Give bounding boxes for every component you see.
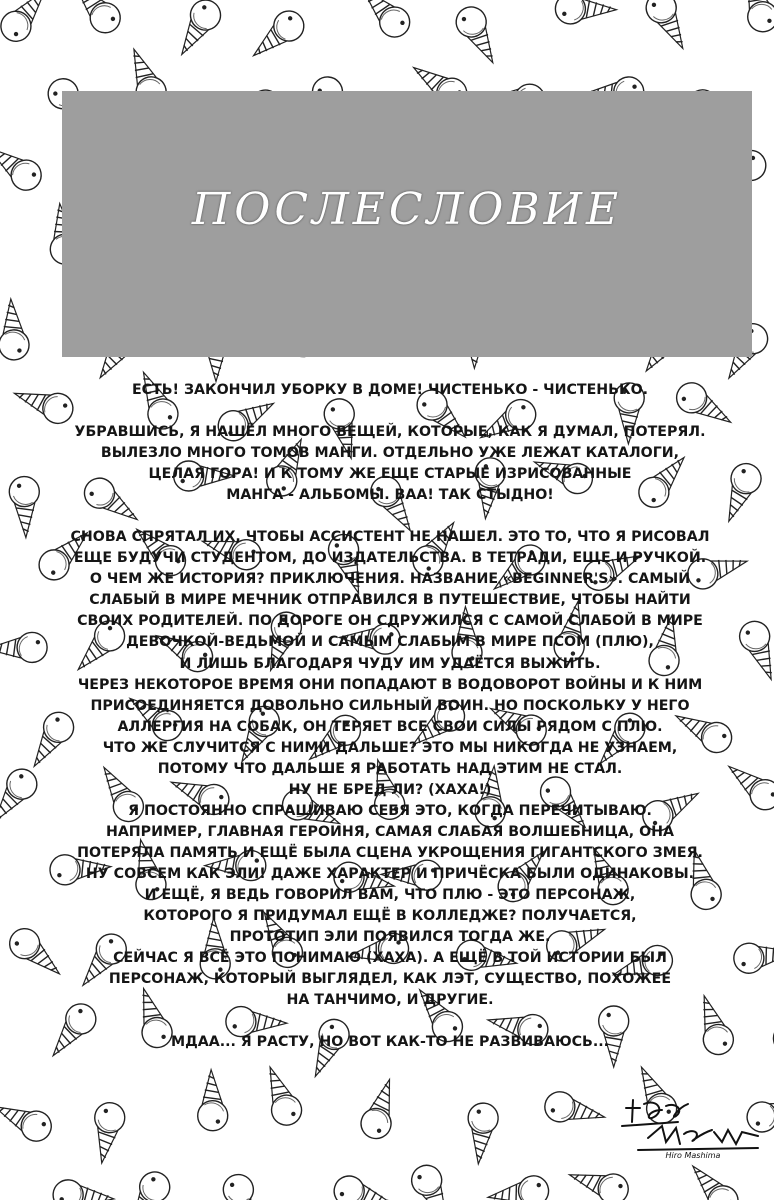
text-line: СЕЙЧАС Я ВСЁ ЭТО ПОНИМАЮ (ХАХА). А ЕЩЁ В ТОЙ ИСТОРИИ БЫЛ: [113, 950, 667, 967]
text-line: СВОИХ РОДИТЕЛЕЙ. ПО ДОРОГЕ ОН СДРУЖИЛСЯ С САМОЙ СЛАБОЙ В МИРЕ: [77, 613, 703, 630]
ice-cream-cone-icon: [87, 1100, 127, 1165]
text-line: ЧЕРЕЗ НЕКОТОРОЕ ВРЕМЯ ОНИ ПОПАДАЮТ В ВОДОВОРОТ ВОЙНЫ И К НИМ: [77, 676, 703, 693]
text-line: НА ТАНЧИМО, И ДРУГИЕ.: [286, 992, 494, 1009]
text-line: КОТОРОГО Я ПРИДУМАЛ ЕЩЁ В КОЛЛЕДЖЕ? ПОЛУЧАЕТСЯ,: [143, 908, 637, 925]
title-banner: [62, 91, 752, 357]
ice-cream-cone-icon: [0, 298, 30, 361]
ice-cream-cone-icon: [542, 1089, 608, 1132]
ice-cream-cone-icon: [0, 1093, 56, 1146]
text-line: МДАА... Я РАСТУ, НО ВОТ КАК-ТО НЕ РАЗВИВАЮСЬ...: [170, 1034, 610, 1051]
ice-cream-cone-icon: [407, 1160, 461, 1200]
ice-cream-cone-icon: [715, 459, 766, 527]
text-line: ПРОТОТИП ЭЛИ ПОЯВИЛСЯ ТОГДА ЖЕ.: [229, 929, 551, 946]
paragraph: [60, 422, 720, 506]
text-line: ПЕРСОНАЖ, КОТОРЫЙ ВЫГЛЯДЕЛ, КАК ЛЭТ, СУЩЕСТВО, ПОХОЖЕЕ: [108, 971, 672, 988]
ice-cream-cone-icon: [734, 0, 774, 36]
text-line: И ЕЩЁ, Я ВЕДЬ ГОВОРИЛ ВАМ, ЧТО ПЛЮ - ЭТО ПЕРСОНАЖ,: [144, 887, 636, 904]
text-line: О ЧЕМ ЖЕ ИСТОРИЯ? ПРИКЛЮЧЕНИЯ. НАЗВАНИЕ «BEGINNER'S». САМЫЙ: [89, 571, 691, 588]
ice-cream-cone-icon: [0, 0, 57, 47]
ice-cream-cone-icon: [565, 1160, 632, 1200]
text-line: АЛЛЕРГИЯ НА СОБАК, ОН ТЕРЯЕТ ВСЕ СВОИ СИЛЫ РЯДОМ С ПЛЮ.: [117, 718, 663, 735]
ice-cream-cone-icon: [220, 1172, 263, 1200]
text-line: ЦЕЛАЯ ГОРА! И К ТОМУ ЖЕ ЕЩЕ СТАРЫЕ ИЗРИСОВАННЫЕ: [148, 466, 632, 483]
afterword-text: [60, 380, 720, 1074]
ice-cream-cone-icon: [641, 0, 696, 55]
page-title: ПОСЛЕСЛОВИЕ: [191, 183, 623, 235]
author-signature: [618, 1090, 768, 1160]
ice-cream-cone-icon: [63, 0, 126, 39]
text-line: НУ НЕ БРЕД ЛИ? (ХАХА!): [288, 781, 492, 798]
text-line: ЧТО ЖЕ СЛУЧИТСЯ С НИМИ ДАЛЬШЕ? ЭТО МЫ НИКОГДА НЕ УЗНАЕМ,: [102, 739, 678, 756]
ice-cream-cone-icon: [352, 0, 416, 43]
text-line: МАНГА - АЛЬБОМЫ. ВАА! ТАК СТЫДНО!: [226, 487, 554, 504]
ice-cream-cone-icon: [196, 1069, 228, 1131]
ice-cream-cone-icon: [463, 1102, 499, 1166]
text-line: НУ СОВСЕМ КАК ЭЛИ! ДАЖЕ ХАРАКТЕР И ПРИЧЁСКА БЫЛИ ОДИНАКОВЫ.: [85, 865, 695, 882]
signature-text: Hiro Mashima: [665, 1151, 721, 1160]
text-line: И ЛИШЬ БЛАГОДАРЯ ЧУДУ ИМ УДАЁТСЯ ВЫЖИТЬ.: [179, 655, 601, 672]
text-line: ЕЩЕ БУДУЧИ СТУДЕНТОМ, ДО ИЗДАТЕЛЬСТВА. В ТЕТРАДИ, ЕЩЕ И РУЧКОЙ.: [73, 550, 707, 567]
ice-cream-cone-icon: [0, 632, 48, 664]
text-line: ЕСТЬ! ЗАКОНЧИЛ УБОРКУ В ДОМЕ! ЧИСТЕНЬКО - ЧИСТЕНЬКО.: [131, 382, 649, 398]
ice-cream-cone-icon: [52, 1179, 115, 1200]
ice-cream-cone-icon: [735, 617, 774, 685]
text-line: ВЫЛЕЗЛО МНОГО ТОМОВ МАНГИ. ОТДЕЛЬНО УЖЕ ЛЕЖАТ КАТАЛОГИ,: [100, 445, 680, 462]
text-line: ДЕВОЧКОЙ-ВЕДЬМОЙ И САМЫМ СЛАБЫМ В МИРЕ ПСОМ (ПЛЮ),: [126, 634, 654, 651]
ice-cream-cone-icon: [9, 476, 41, 538]
paragraph: [60, 380, 720, 401]
ice-cream-cone-icon: [169, 0, 226, 62]
text-line: ПОТОМУ ЧТО ДАЛЬШЕ Я РАБОТАТЬ НАД ЭТИМ НЕ СТАЛ.: [157, 760, 623, 777]
text-line: УБРАВШИСЬ, Я НАШЁЛ МНОГО ВЕЩЕЙ, КОТОРЫЕ, КАК Я ДУМАЛ, ПОТЕРЯЛ.: [74, 424, 706, 441]
text-line: СЛАБЫЙ В МИРЕ МЕЧНИК ОТПРАВИЛСЯ В ПУТЕШЕСТВИЕ, ЧТОБЫ НАЙТИ: [89, 592, 691, 609]
text-line: Я ПОСТОЯННО СПРАШИВАЮ СЕБЯ ЭТО, КОГДА ПЕРЕЧИТЫВАЮ.: [128, 802, 652, 819]
ice-cream-cone-icon: [682, 1156, 745, 1200]
paragraph: [60, 527, 720, 1011]
ice-cream-cone-icon: [0, 136, 47, 196]
paragraph: [60, 1032, 720, 1053]
ice-cream-cone-icon: [555, 0, 617, 25]
ice-cream-cone-icon: [357, 1075, 404, 1142]
text-line: СНОВА СПРЯТАЛ ИХ, ЧТОБЫ АССИСТЕНТ НЕ НАШЕЛ. ЭТО ТО, ЧТО Я РИСОВАЛ: [70, 529, 710, 546]
ice-cream-cone-icon: [451, 2, 506, 70]
ice-cream-cone-icon: [0, 763, 43, 830]
ice-cream-cone-icon: [486, 1174, 551, 1200]
text-line: ПРИСОЕДИНЯЕТСЯ ДОВОЛЬНО СИЛЬНЫЙ ВОИН. НО ПОСКОЛЬКУ У НЕГО: [90, 697, 690, 714]
ice-cream-cone-icon: [720, 755, 774, 816]
ice-cream-cone-icon: [119, 1167, 175, 1200]
text-line: ПОТЕРЯЛА ПАМЯТЬ И ЕЩЁ БЫЛА СЦЕНА УКРОЩЕНИЯ ГИГАНТСКОГО ЗМЕЯ.: [77, 844, 703, 861]
text-line: НАПРИМЕР, ГЛАВНАЯ ГЕРОИНЯ, САМАЯ СЛАБАЯ ВОЛШЕБНИЦА, ОНА: [105, 823, 675, 840]
ice-cream-cone-icon: [330, 1172, 397, 1200]
ice-cream-cone-icon: [732, 937, 774, 975]
ice-cream-cone-icon: [244, 5, 310, 67]
